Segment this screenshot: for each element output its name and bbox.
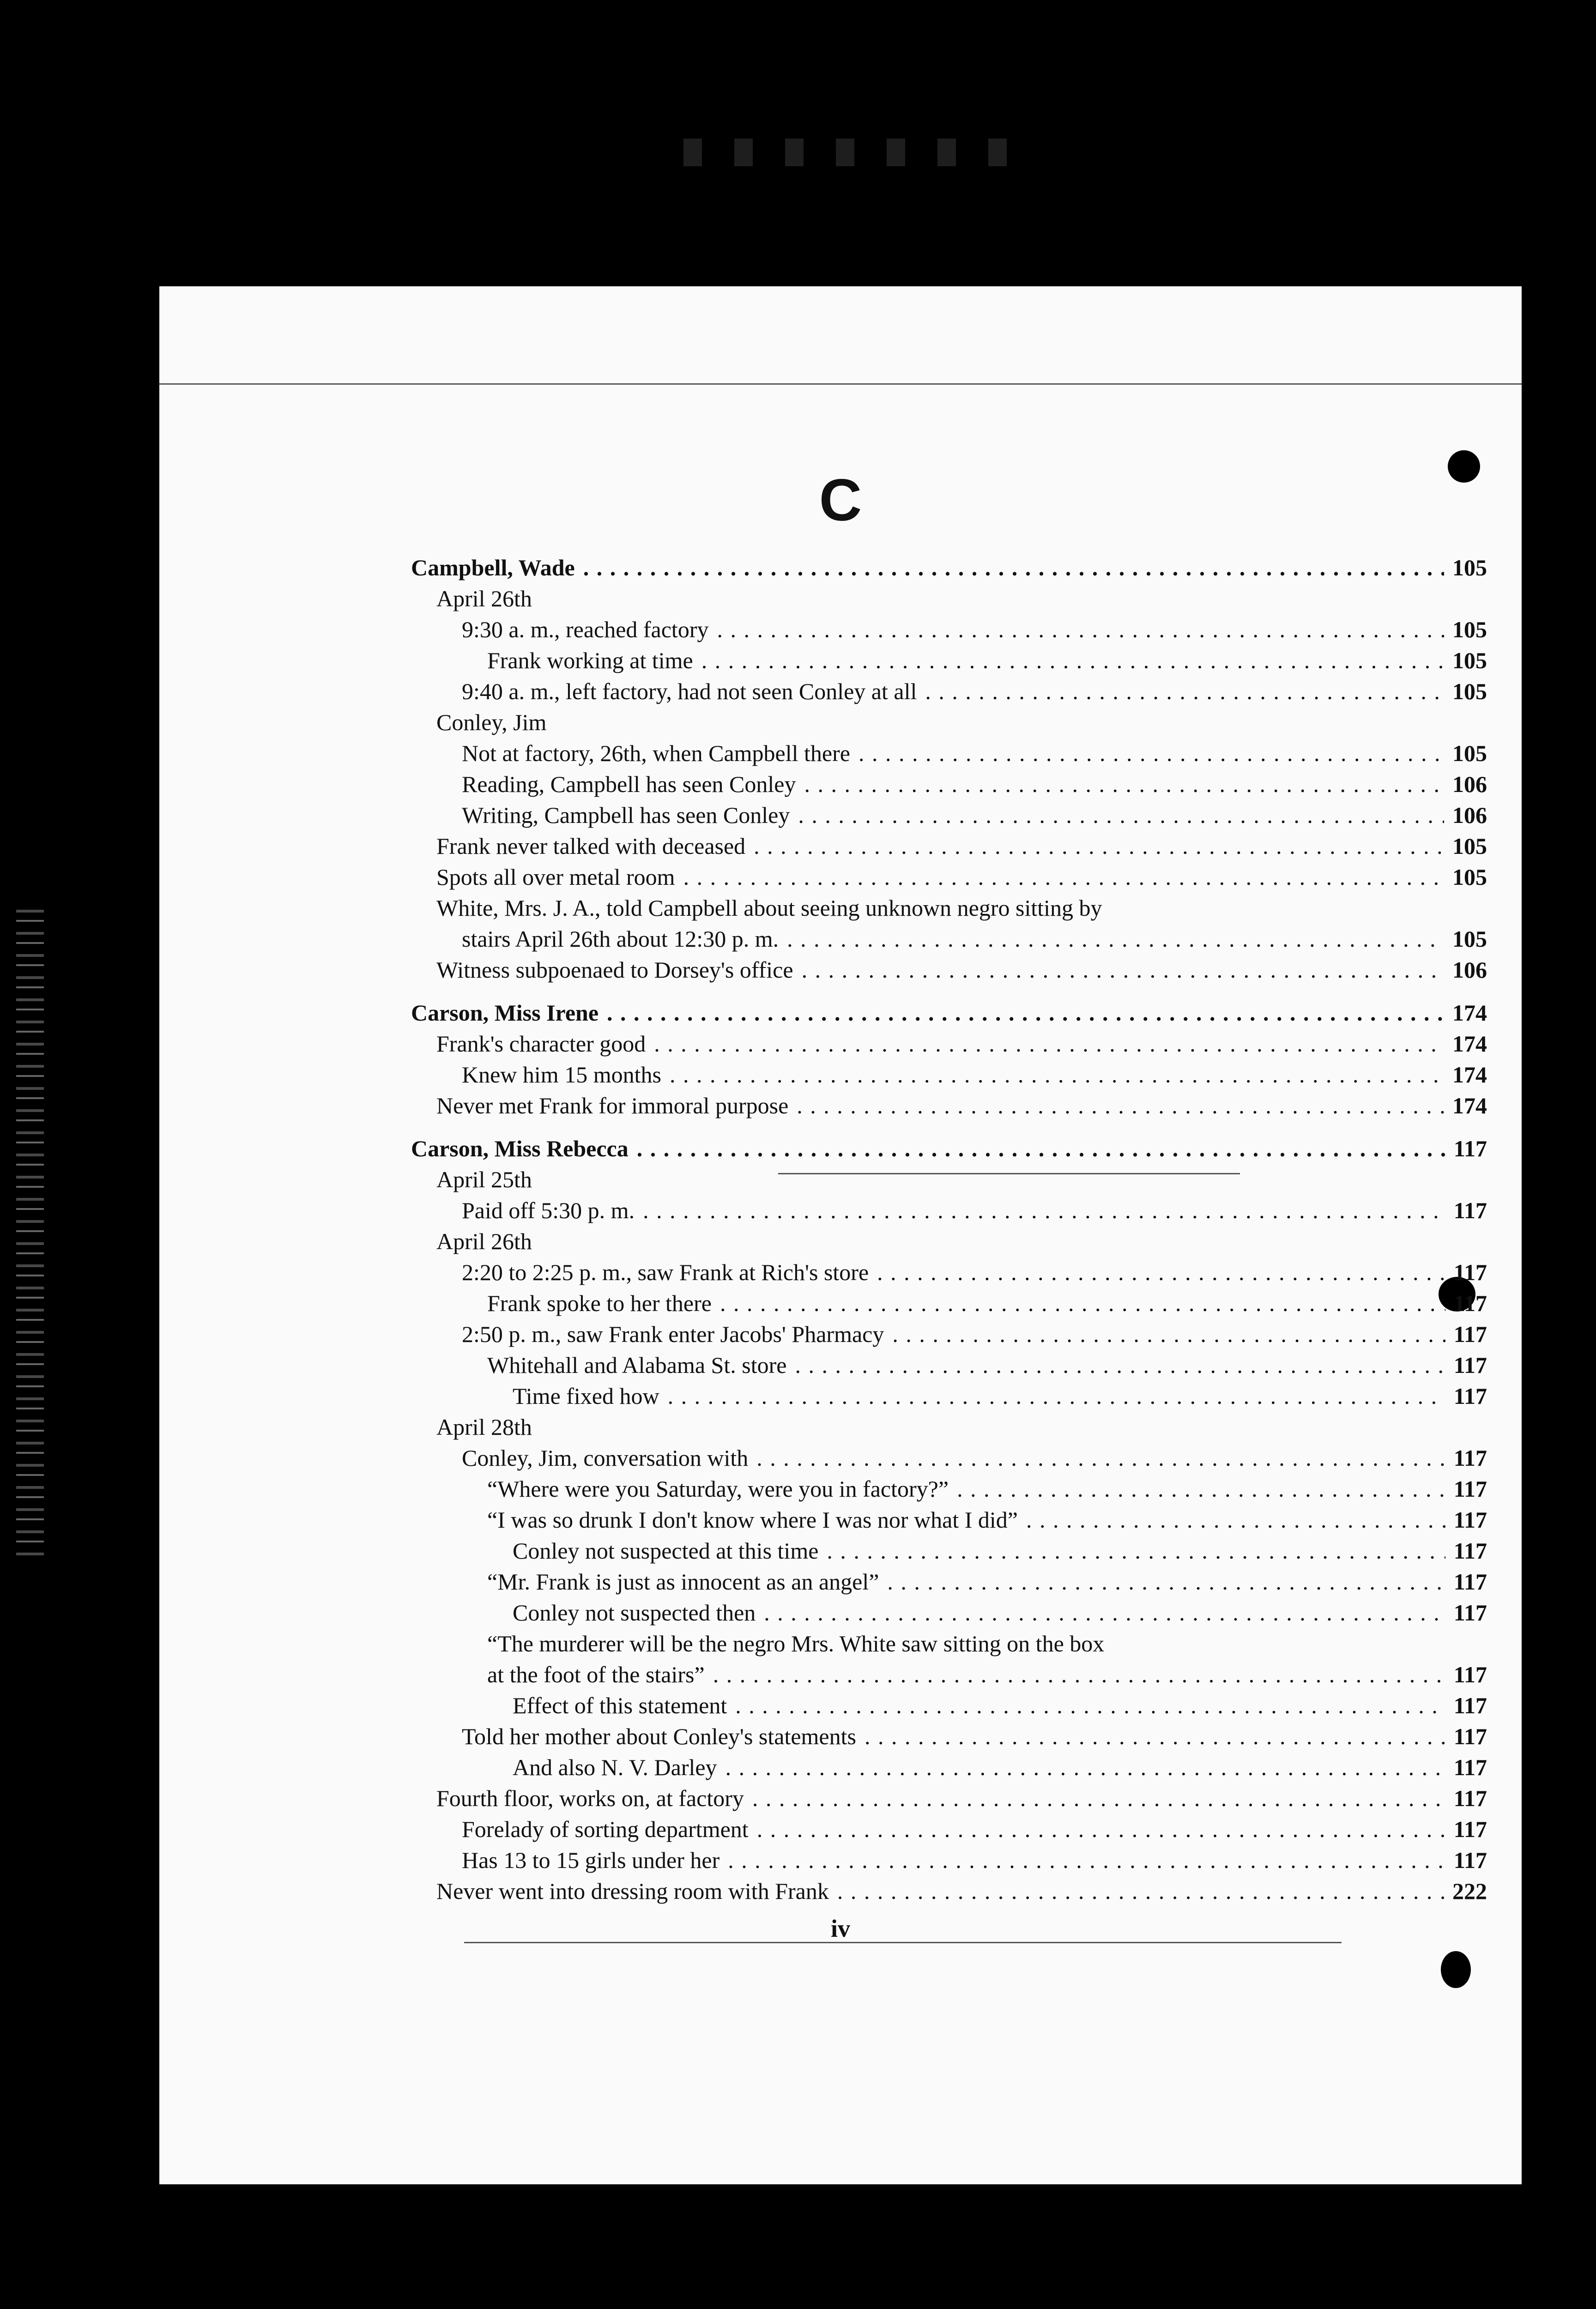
entry-page: 174 (1452, 1031, 1487, 1057)
index-entry (411, 800, 1487, 831)
entry-text: Writing, Campbell has seen Conley (462, 802, 790, 828)
entry-text: “Where were you Saturday, were you in factory?” (487, 1476, 949, 1502)
index-entry (411, 1535, 1487, 1566)
index-entry (411, 1845, 1487, 1876)
index-entry (411, 1090, 1487, 1121)
index-entry (411, 924, 1487, 955)
index-entry (411, 1505, 1487, 1535)
entry-page: 105 (1452, 617, 1487, 642)
entry-text: Forelady of sorting department (462, 1816, 749, 1842)
entry-page: 117 (1453, 1754, 1487, 1780)
index-entry (411, 1566, 1487, 1597)
entry-text: April 26th (436, 586, 532, 611)
entry-text: Whitehall and Alabama St. store (487, 1352, 787, 1378)
entry-text: Spots all over metal room (436, 864, 675, 890)
page-number: iv (830, 1915, 850, 1942)
scan-rule (159, 383, 1522, 385)
entry-text: Never went into dressing room with Frank (436, 1878, 829, 1904)
dot-leader (735, 1690, 1445, 1721)
entry-page: 106 (1452, 957, 1487, 983)
index-heading (411, 997, 1487, 1028)
entry-text: Carson, Miss Rebecca (411, 1136, 629, 1161)
index-entry (411, 645, 1487, 676)
entry-page: 105 (1452, 833, 1487, 859)
entry-page: 117 (1453, 1383, 1487, 1409)
entry-text: Frank never talked with deceased (436, 833, 746, 859)
entry-text: Carson, Miss Irene (411, 1000, 599, 1026)
scan-smudge (683, 139, 1007, 166)
index-entry (411, 1164, 1487, 1195)
index-entry (411, 614, 1487, 645)
entry-text: April 26th (436, 1228, 532, 1254)
entry-text: stairs April 26th about 12:30 p. m. (462, 926, 779, 952)
index-entry (411, 1721, 1487, 1752)
entry-text: Reading, Campbell has seen Conley (462, 771, 796, 797)
punch-hole (1441, 1951, 1471, 1988)
index-entry (411, 1381, 1487, 1412)
index-entry (411, 1783, 1487, 1814)
dot-leader (858, 738, 1444, 769)
entry-text: Time fixed how (513, 1383, 659, 1409)
entry-text: 9:30 a. m., reached factory (462, 617, 709, 642)
entry-page: 174 (1452, 1000, 1487, 1026)
entry-text: 2:20 to 2:25 p. m., saw Frank at Rich's store (462, 1259, 869, 1285)
index-entry (411, 955, 1487, 985)
entry-text: Frank spoke to her there (487, 1290, 712, 1316)
index-entry (411, 1876, 1487, 1907)
dot-leader (827, 1535, 1445, 1566)
dot-leader (804, 769, 1444, 800)
entry-text: Frank working at time (487, 647, 693, 673)
entry-page: 117 (1453, 1538, 1487, 1564)
index-heading (411, 1133, 1487, 1164)
entry-text: Told her mother about Conley's statements (462, 1723, 856, 1749)
entry-text: 9:40 a. m., left factory, had not seen Conley at all (462, 678, 917, 704)
index-entry (411, 1319, 1487, 1350)
index-heading (411, 552, 1487, 583)
dot-leader (713, 1659, 1445, 1690)
dot-leader (583, 552, 1444, 583)
index-entry (411, 1474, 1487, 1505)
dot-leader (877, 1257, 1445, 1288)
index-entry (411, 1412, 1487, 1443)
dot-leader (607, 997, 1444, 1028)
entry-page: 106 (1452, 802, 1487, 828)
index-entry (411, 1350, 1487, 1381)
entry-page: 117 (1453, 1136, 1487, 1161)
index-entry (411, 676, 1487, 707)
dot-leader (757, 1814, 1445, 1845)
entry-page: 106 (1452, 771, 1487, 797)
index-entry (411, 1597, 1487, 1628)
entry-page: 105 (1452, 864, 1487, 890)
dot-leader (892, 1319, 1445, 1350)
entry-page: 174 (1452, 1093, 1487, 1118)
entry-page: 117 (1453, 1321, 1487, 1347)
index-entry (411, 583, 1487, 614)
entry-text: Conley not suspected then (513, 1600, 756, 1626)
entry-text: Conley not suspected at this time (513, 1538, 819, 1564)
index-entry (411, 1690, 1487, 1721)
dot-leader (864, 1721, 1445, 1752)
entry-text: Effect of this statement (513, 1692, 727, 1718)
index-entry (411, 862, 1487, 893)
dot-leader (754, 831, 1444, 862)
section-letter: C (819, 467, 862, 533)
index-entry (411, 1195, 1487, 1226)
dot-leader (752, 1783, 1445, 1814)
entry-text: White, Mrs. J. A., told Campbell about seeing unknown negro sitting by (436, 895, 1102, 921)
index-entry (411, 707, 1487, 738)
index-entry (411, 1443, 1487, 1474)
dot-leader (643, 1195, 1445, 1226)
dot-leader (925, 676, 1444, 707)
index-entry (411, 1752, 1487, 1783)
entry-page: 105 (1452, 555, 1487, 580)
entry-text: April 28th (436, 1414, 532, 1440)
entry-page: 117 (1453, 1352, 1487, 1378)
dot-leader (717, 614, 1444, 645)
entry-page: 117 (1453, 1723, 1487, 1749)
dot-leader (670, 1059, 1444, 1090)
entry-page: 105 (1452, 678, 1487, 704)
dot-leader (1026, 1505, 1445, 1535)
index-entry (411, 831, 1487, 862)
entry-page: 105 (1452, 926, 1487, 952)
entry-text: Has 13 to 15 girls under her (462, 1847, 720, 1873)
entry-page: 117 (1453, 1662, 1487, 1687)
dot-leader (887, 1566, 1445, 1597)
entry-page: 117 (1453, 1445, 1487, 1471)
index-entry (411, 1288, 1487, 1319)
dot-leader (654, 1028, 1444, 1059)
dot-leader (725, 1752, 1445, 1783)
index-entry (411, 769, 1487, 800)
dot-leader (756, 1443, 1445, 1474)
entry-page: 117 (1453, 1816, 1487, 1842)
index-entries (411, 552, 1487, 1907)
entry-text: Frank's character good (436, 1031, 646, 1057)
entry-page: 117 (1453, 1847, 1487, 1873)
entry-text: Campbell, Wade (411, 555, 575, 580)
index-entry (411, 1659, 1487, 1690)
dot-leader (797, 1090, 1444, 1121)
index-entry (411, 1226, 1487, 1257)
dot-leader (683, 862, 1444, 893)
entry-page: 117 (1453, 1600, 1487, 1626)
entry-text: “I was so drunk I don't know where I was nor what I did” (487, 1507, 1018, 1533)
entry-text: Conley, Jim, conversation with (462, 1445, 749, 1471)
entry-text: Witness subpoenaed to Dorsey's office (436, 957, 793, 983)
entry-page: 117 (1453, 1476, 1487, 1502)
entry-text: April 25th (436, 1167, 532, 1192)
entry-text: Knew him 15 months (462, 1062, 661, 1088)
dot-leader (802, 955, 1444, 985)
index-entry (411, 893, 1487, 924)
document-page (159, 286, 1522, 2184)
dot-leader (701, 645, 1444, 676)
entry-page: 117 (1453, 1197, 1487, 1223)
entry-page: 117 (1453, 1569, 1487, 1595)
entry-text: And also N. V. Darley (513, 1754, 717, 1780)
entry-text: 2:50 p. m., saw Frank enter Jacobs' Pharmacy (462, 1321, 884, 1347)
index-entry (411, 1814, 1487, 1845)
dot-leader (668, 1381, 1445, 1412)
entry-page: 117 (1453, 1785, 1487, 1811)
dot-leader (787, 924, 1444, 955)
entry-page: 117 (1453, 1290, 1487, 1316)
index-entry (411, 1059, 1487, 1090)
entry-text: at the foot of the stairs” (487, 1662, 705, 1687)
index-entry (411, 738, 1487, 769)
entry-page: 117 (1453, 1259, 1487, 1285)
dot-leader (957, 1474, 1445, 1505)
entry-page: 222 (1452, 1878, 1487, 1904)
index-entry (411, 1028, 1487, 1059)
entry-text: Paid off 5:30 p. m. (462, 1197, 635, 1223)
dot-leader (728, 1845, 1445, 1876)
entry-text: Fourth floor, works on, at factory (436, 1785, 744, 1811)
dot-leader (795, 1350, 1445, 1381)
entry-text: Conley, Jim (436, 709, 547, 735)
dot-leader (837, 1876, 1444, 1907)
entry-page: 105 (1452, 647, 1487, 673)
entry-text: “Mr. Frank is just as innocent as an angel” (487, 1569, 879, 1595)
dot-leader (764, 1597, 1445, 1628)
entry-page: 105 (1452, 740, 1487, 766)
entry-page: 174 (1452, 1062, 1487, 1088)
entry-text: “The murderer will be the negro Mrs. White saw sitting on the box (487, 1631, 1105, 1656)
entry-text: Not at factory, 26th, when Campbell there (462, 740, 850, 766)
dot-leader (720, 1288, 1445, 1319)
dot-leader (637, 1133, 1445, 1164)
entry-page: 117 (1453, 1507, 1487, 1533)
entry-text: Never met Frank for immoral purpose (436, 1093, 789, 1118)
dot-leader (798, 800, 1444, 831)
index-entry (411, 1257, 1487, 1288)
entry-page: 117 (1453, 1692, 1487, 1718)
scan-edge-noise (16, 910, 44, 1556)
index-entry (411, 1628, 1487, 1659)
